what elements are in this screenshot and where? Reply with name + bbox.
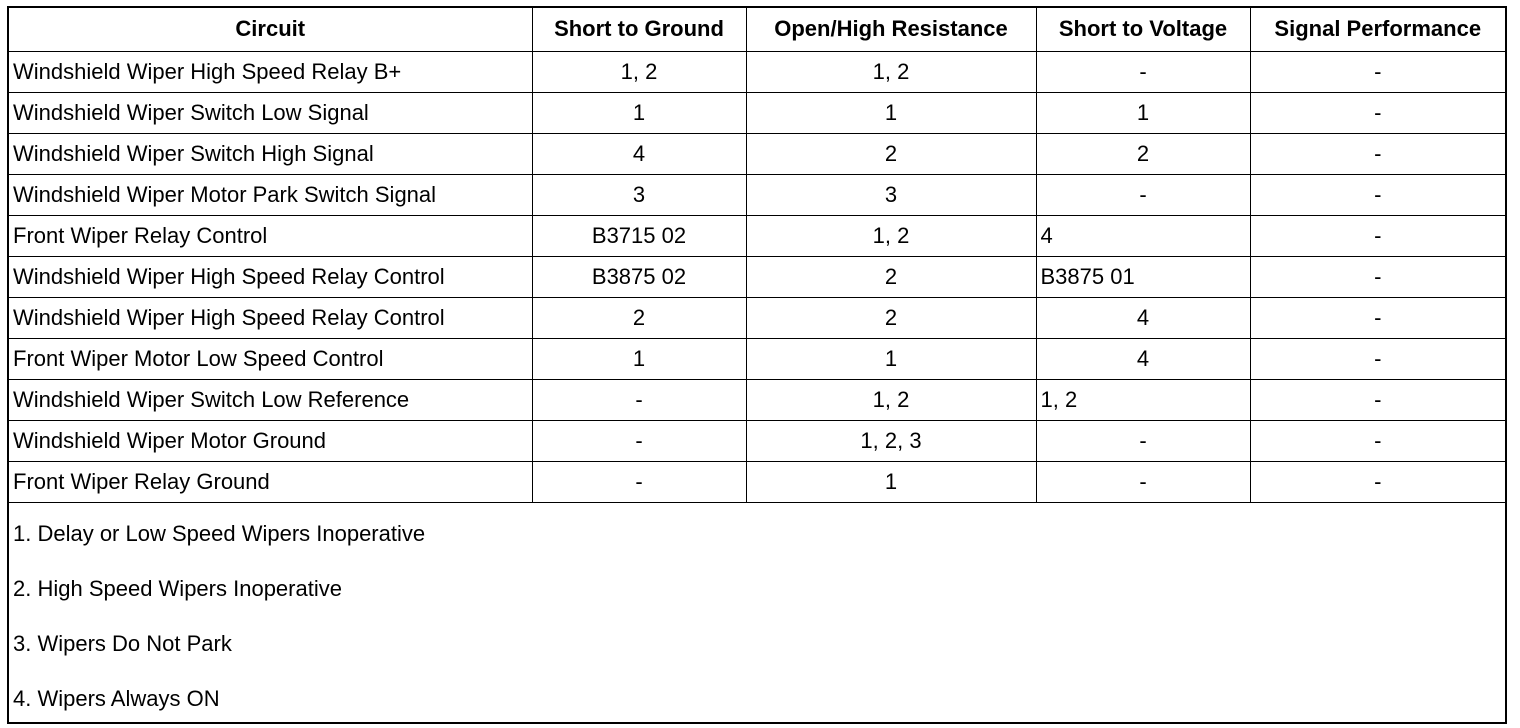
- table-row: [9, 297, 1505, 338]
- short-to-ground-cell: -: [532, 379, 746, 420]
- open-high-resistance-cell: 1: [746, 338, 1036, 379]
- short-to-ground-cell: -: [532, 461, 746, 502]
- header-circuit: Circuit: [9, 8, 532, 51]
- signal-performance-cell: -: [1250, 297, 1505, 338]
- legend-row: [9, 502, 1505, 557]
- circuit-cell: Front Wiper Relay Ground: [9, 461, 532, 502]
- table-row: [9, 461, 1505, 502]
- legend-note: 3. Wipers Do Not Park: [13, 630, 232, 656]
- table-row: [9, 338, 1505, 379]
- circuit-cell: Windshield Wiper High Speed Relay Control: [9, 297, 532, 338]
- table-row: [9, 51, 1505, 92]
- short-to-voltage-cell: -: [1036, 51, 1250, 92]
- circuit-cell: Windshield Wiper Switch Low Signal: [9, 92, 532, 133]
- open-high-resistance-cell: 1: [746, 461, 1036, 502]
- legend-row: [9, 667, 1505, 722]
- header-open-high-resistance: Open/High Resistance: [746, 8, 1036, 51]
- legend-note: 1. Delay or Low Speed Wipers Inoperative: [9, 502, 1505, 557]
- header-short-to-voltage: Short to Voltage: [1036, 8, 1250, 51]
- short-to-voltage-cell: 4: [1036, 338, 1250, 379]
- open-high-resistance-cell: 2: [746, 256, 1036, 297]
- circuit-cell: Windshield Wiper Motor Ground: [9, 420, 532, 461]
- header-row: [9, 8, 1505, 51]
- signal-performance-cell: -: [1250, 92, 1505, 133]
- table-row: [9, 420, 1505, 461]
- table-row: [9, 215, 1505, 256]
- circuit-cell: Windshield Wiper Motor Park Switch Signal: [9, 174, 532, 215]
- circuit-cell: Windshield Wiper High Speed Relay Control: [9, 256, 532, 297]
- short-to-voltage-cell: 1: [1036, 92, 1250, 133]
- signal-performance-cell: -: [1250, 379, 1505, 420]
- short-to-ground-cell: -: [532, 420, 746, 461]
- table-row: [9, 92, 1505, 133]
- legend-row: [9, 557, 1505, 612]
- circuit-cell: Windshield Wiper Switch Low Reference: [9, 379, 532, 420]
- short-to-voltage-cell: 4: [1036, 215, 1250, 256]
- signal-performance-cell: -: [1250, 174, 1505, 215]
- symptom-table: [9, 8, 1505, 722]
- short-to-ground-cell: 1: [532, 338, 746, 379]
- circuit-cell: Front Wiper Motor Low Speed Control: [9, 338, 532, 379]
- legend-note: 4. Wipers Always ON: [13, 685, 220, 711]
- circuit-diagnostic-table: [7, 6, 1507, 724]
- short-to-voltage-cell: B3875 01: [1036, 256, 1250, 297]
- table-row: [9, 133, 1505, 174]
- open-high-resistance-cell: 1, 2: [746, 51, 1036, 92]
- signal-performance-cell: -: [1250, 256, 1505, 297]
- signal-performance-cell: -: [1250, 51, 1505, 92]
- short-to-ground-cell: 3: [532, 174, 746, 215]
- table-row: [9, 379, 1505, 420]
- open-high-resistance-cell: 3: [746, 174, 1036, 215]
- legend-row: [9, 612, 1505, 667]
- short-to-ground-cell: 1, 2: [532, 51, 746, 92]
- short-to-voltage-cell: -: [1036, 420, 1250, 461]
- circuit-cell: Front Wiper Relay Control: [9, 215, 532, 256]
- signal-performance-cell: -: [1250, 338, 1505, 379]
- open-high-resistance-cell: 2: [746, 297, 1036, 338]
- short-to-ground-cell: 1: [532, 92, 746, 133]
- header-short-to-ground: Short to Ground: [532, 8, 746, 51]
- short-to-ground-cell: 2: [532, 297, 746, 338]
- short-to-voltage-cell: 2: [1036, 133, 1250, 174]
- short-to-voltage-cell: 1, 2: [1036, 379, 1250, 420]
- circuit-cell: Windshield Wiper Switch High Signal: [9, 133, 532, 174]
- short-to-voltage-cell: 4: [1036, 297, 1250, 338]
- signal-performance-cell: -: [1250, 420, 1505, 461]
- table-row: [9, 256, 1505, 297]
- header-signal-performance: Signal Performance: [1250, 8, 1505, 51]
- signal-performance-cell: -: [1250, 215, 1505, 256]
- legend-note: 2. High Speed Wipers Inoperative: [13, 575, 342, 601]
- circuit-cell: Windshield Wiper High Speed Relay B+: [9, 51, 532, 92]
- open-high-resistance-cell: 1, 2: [746, 215, 1036, 256]
- short-to-ground-cell: B3715 02: [532, 215, 746, 256]
- open-high-resistance-cell: 2: [746, 133, 1036, 174]
- short-to-ground-cell: 4: [532, 133, 746, 174]
- signal-performance-cell: -: [1250, 461, 1505, 502]
- open-high-resistance-cell: 1, 2, 3: [746, 420, 1036, 461]
- open-high-resistance-cell: 1, 2: [746, 379, 1036, 420]
- open-high-resistance-cell: 1: [746, 92, 1036, 133]
- table-row: [9, 174, 1505, 215]
- signal-performance-cell: -: [1250, 133, 1505, 174]
- short-to-voltage-cell: -: [1036, 174, 1250, 215]
- short-to-voltage-cell: -: [1036, 461, 1250, 502]
- short-to-ground-cell: B3875 02: [532, 256, 746, 297]
